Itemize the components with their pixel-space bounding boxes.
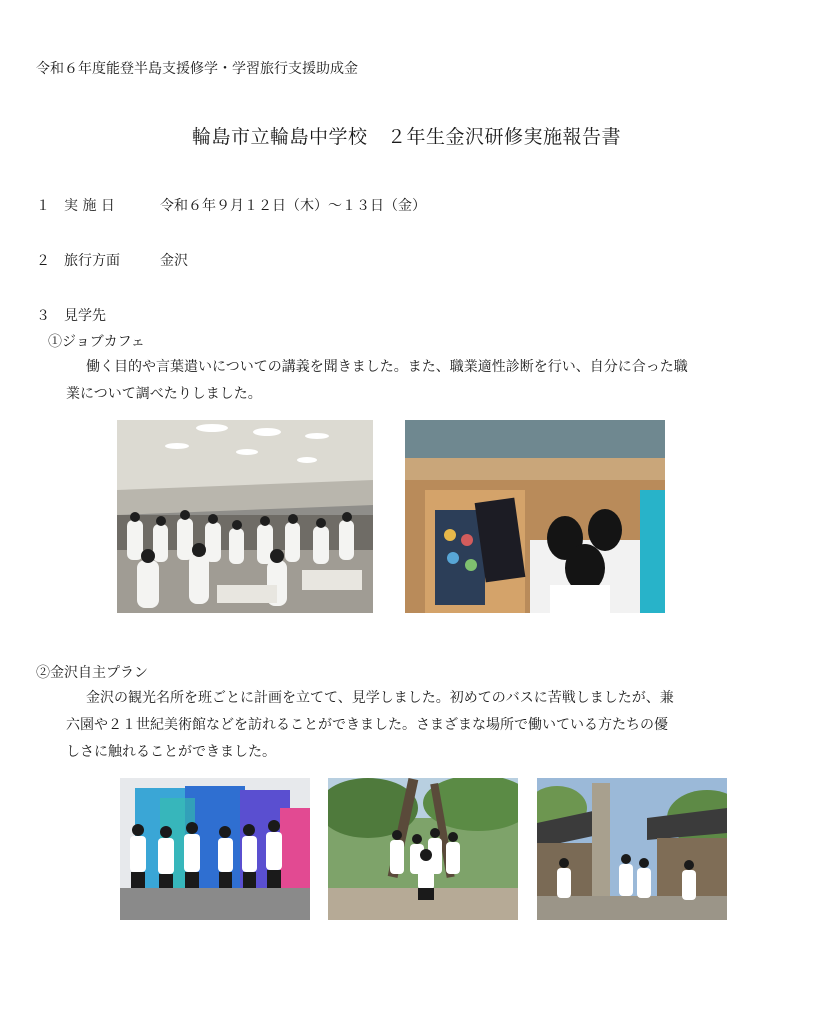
item-label: 旅行方面: [64, 253, 120, 269]
section2-line1: 金沢の観光名所を班ごとに計画を立てて、見学しました。初めてのバスに苦戦しましたが、兼: [86, 690, 674, 706]
photo-art-museum: [120, 778, 310, 920]
grant-line: 令和６年度能登半島支援修学・学習旅行支援助成金: [36, 61, 358, 77]
item-number: １: [36, 198, 50, 214]
item-label: 実 施 日: [64, 198, 115, 214]
section1-line1: 働く目的や言葉遣いについての講義を聞きました。また、職業適性診断を行い、自分に合った職: [86, 359, 688, 375]
item-visits: [36, 305, 106, 325]
report-title: 輪島市立輪島中学校 ２年生金沢研修実施報告書: [191, 126, 621, 148]
section2-heading: ②金沢自主プラン: [36, 665, 148, 681]
item-number: ３: [36, 308, 50, 324]
item-value: 令和６年９月１２日（木）～１３日（金）: [160, 198, 426, 214]
section2-line2: 六園や２１世紀美術館などを訪れることができました。さまざまな場所で働いている方たちの優: [66, 717, 668, 733]
section2-line3: しさに触れることができました。: [66, 744, 276, 760]
section1-line2: 業について調べたりしました。: [66, 386, 262, 402]
photo-temple-gate: [537, 778, 727, 920]
photo-lecture-hall: [117, 420, 373, 613]
item-date: [36, 195, 426, 215]
item-value: 金沢: [160, 253, 188, 269]
photo-job-cafe: [405, 420, 665, 613]
item-destination: [36, 250, 188, 270]
item-number: ２: [36, 253, 50, 269]
section1-heading: ①ジョブカフェ: [48, 334, 145, 350]
item-label: 見学先: [64, 308, 106, 324]
photo-kenrokuen: [328, 778, 518, 920]
